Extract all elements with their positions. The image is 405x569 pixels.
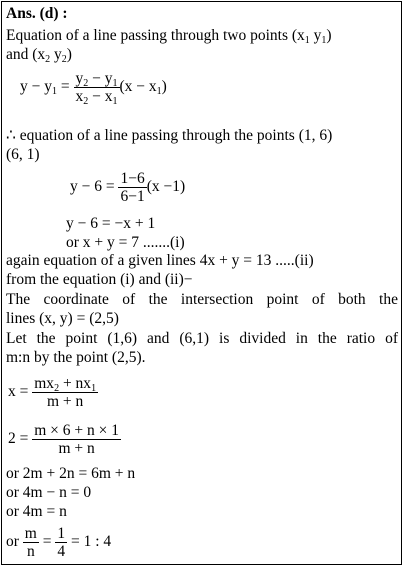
coordinate-line-2: lines (x, y) = (2,5)	[6, 310, 119, 327]
step-2: y − 6 = −x + 1	[66, 215, 156, 232]
two-point-formula: $y - y_1$ = $\frac{y_2 - y_1}{x_2 - x_1}$ $(x - x_1)$	[20, 70, 167, 107]
or-line-2: or 4m − n = 0	[6, 484, 92, 501]
two-equation: 2 = $\frac{m \times 6 + n \times 1}{m + n}$	[8, 422, 120, 457]
step-1: y − 6 = $\frac{1-6}{6-1}$ (x −1)	[70, 170, 186, 205]
answer-box	[1, 1, 402, 565]
two-fraction: $\frac{m \times 6 + n \times 1}{m + n}$	[34, 422, 120, 457]
intro-line-1: Equation of a line passing through two points ($x_1$ $y_1$)	[6, 27, 332, 46]
coordinate-line-1: The coordinate of the intersection point of both the	[6, 291, 398, 308]
let-line-1: Let the point (1,6) and (6,1) is divided in the ratio of	[6, 330, 398, 347]
or-line-1: or 2m + 2n = 6m + n	[6, 465, 136, 482]
slope-fraction: $\frac{y_2 - y_1}{x_2 - x_1}$	[75, 70, 118, 107]
from-equation-line: from the equation (i) and (ii)−	[6, 271, 193, 288]
let-line-2: m:n by the point (2,5).	[6, 349, 146, 366]
step-3: or x + y = 7 .......(i)	[66, 234, 185, 251]
again-line: again equation of a given lines 4x + y = 13 .....(ii)	[6, 252, 314, 269]
one-over-four: $\frac{1}{4}$	[57, 525, 66, 560]
or-line-3: or 4m = n	[6, 503, 67, 520]
step1-fraction: $\frac{1-6}{6-1}$	[120, 170, 145, 205]
therefore-line: ∴ equation of a line passing through the points (1, 6)	[6, 127, 333, 144]
m-over-n: $\frac{m}{n}$	[24, 525, 37, 560]
final-ratio: or $\frac{m}{n}$ = $\frac{1}{4}$ = 1 : 4	[6, 525, 112, 560]
intro-line-2: and ($x_2$ $y_2$)	[6, 46, 72, 65]
x-section-formula: x = $\frac{mx_2 + nx_1}{m + n}$	[8, 375, 97, 410]
points-line: (6, 1)	[6, 146, 40, 163]
x-fraction: $\frac{mx_2 + nx_1}{m + n}$	[34, 375, 97, 410]
answer-heading: Ans. (d) :	[6, 5, 68, 22]
